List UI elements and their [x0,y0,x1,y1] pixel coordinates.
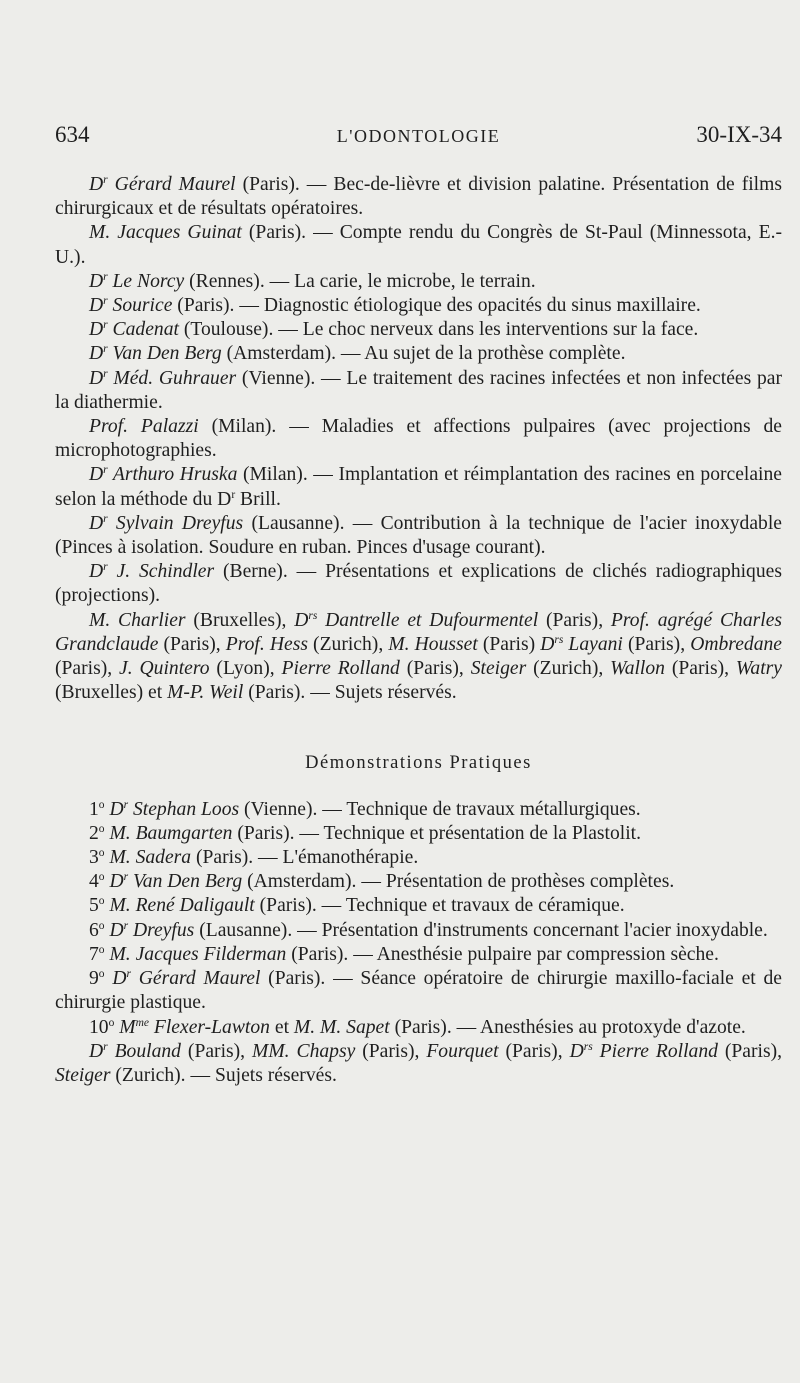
demonstration-entry: 2$^o$ M. Baumgarten (Paris). — Technique et présentation de la Plastolit. [89,822,642,844]
demonstrations-list [55,798,782,1088]
issue-date: 30-IX-34 [696,122,782,147]
demonstration-entry: 3$^o$ M. Sadera (Paris). — L'émanothérapie. [89,847,419,869]
page-body [55,173,782,1088]
demonstration-entry: $D^r$ Bouland (Paris), MM. Chapsy (Paris), Fourquet (Paris), $D^{rs}$ Pierre Rolland (Paris), Steiger (Zurich). — Sujets réservés. [55,1040,783,1086]
communication-entry: $D^r$ Sylvain Dreyfus (Lausanne). — Contribution à la technique de l'acier inoxydable (Pinces à isolation. Soudure en ruban. Pinces d'usage courant). [55,512,782,559]
communication-entry: $D^r$ J. Schindler (Berne). — Présentations et explications de clichés radiographiques (projections). [55,561,782,607]
section-title: Démonstrations Pratiques [305,753,532,774]
page-number: 634 [55,122,90,147]
communication-entry: $D^r$ Méd. Guhrauer (Vienne). — Le traitement des racines infectées et non infectées par la diathermie. [55,367,783,413]
journal-title: L'ODONTOLOGIE [336,126,501,146]
running-header [55,122,782,152]
communications-list [55,173,782,705]
communication-entry: M. Charlier (Bruxelles), $D^{rs}$ Dantrelle et Dufourmentel (Paris), Prof. agrégé Charles Grandclaude (Paris), Prof. Hess (Zurich), M. Housset (Paris) $D^{rs}$ Layani (Paris), Ombredane (Paris), J. Quintero (Lyon), Pierre Rolland (Paris), Steiger (Zurich), Wallon (Paris), Watry (Bruxelles) et M-P. Weil (Paris). — Sujets réservés. [55,609,783,704]
communication-entry: $D^r$ Cadenat (Toulouse). — Le choc nerveux dans les interventions sur la face. [89,319,699,341]
demonstration-entry: 1$^o$ $D^r$ Stephan Loos (Vienne). — Technique de travaux métallurgiques. [89,798,641,820]
demonstration-entry: 4$^o$ $D^r$ Van Den Berg (Amsterdam). — Présentation de prothèses complètes. [89,871,675,893]
communication-entry: Prof. Palazzi (Milan). — Maladies et affections pulpaires (avec projections de microphotographies. [55,416,782,462]
communication-entry: $D^r$ Gérard Maurel (Paris). — Bec-de-lièvre et division palatine. Présentation de films chirurgicaux et de résultats opératoires. [55,174,782,220]
communication-entry: $D^r$ Van Den Berg (Amsterdam). — Au sujet de la prothèse complète. [89,343,626,365]
demonstration-entry: 5$^o$ M. René Daligault (Paris). — Technique et travaux de céramique. [89,895,625,917]
demonstration-entry: 9$^o$ $D^r$ Gérard Maurel (Paris). — Séance opératoire de chirurgie maxillo-faciale et de chirurgie plastique. [55,968,782,1014]
demonstration-entry: 10$^o$ $M^{me}$ Flexer-Lawton et M. M. Sapet (Paris). — Anesthésies au protoxyde d'azote. [89,1016,746,1038]
communication-entry: $D^r$ Sourice (Paris). — Diagnostic étiologique des opacités du sinus maxillaire. [89,295,701,317]
communication-entry: $D^r$ Arthuro Hruska (Milan). — Implantation et réimplantation des racines en porcelaine selon la méthode du $D^r$ Brill. [55,464,782,510]
communication-entry: $D^r$ Le Norcy (Rennes). — La carie, le microbe, le terrain. [89,270,536,292]
communication-entry: M. Jacques Guinat (Paris). — Compte rendu du Congrès de St-Paul (Minnessota, E.-U.). [55,222,782,268]
demonstration-entry: 6$^o$ $D^r$ Dreyfus (Lausanne). — Présentation d'instruments concernant l'acier inoxydable. [89,919,768,941]
demonstration-entry: 7$^o$ M. Jacques Filderman (Paris). — Anesthésie pulpaire par compression sèche. [89,943,719,965]
